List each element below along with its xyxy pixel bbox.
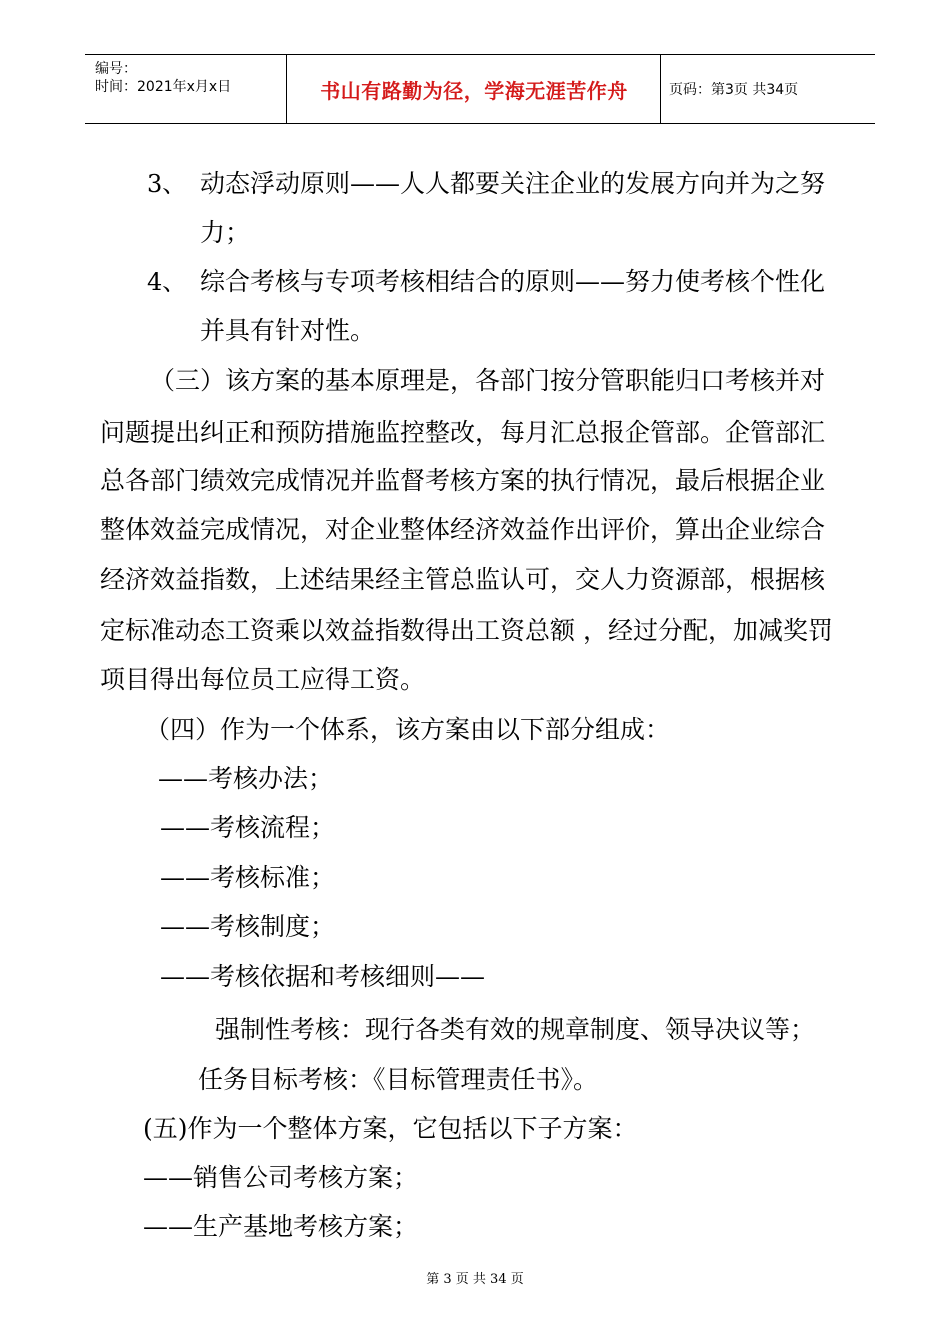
item3-text-line2: 力； [200, 218, 251, 247]
para3-line: （三）该方案的基本原理是，各部门按分管职能归口考核并对 [150, 366, 826, 395]
header-meta [95, 60, 231, 96]
item4-text-line1: 综合考核与专项考核相结合的原则——努力使考核个性化 [200, 267, 826, 296]
item4-number: 4、 [147, 268, 187, 296]
para3-line: 项目得出每位员工应得工资。 [100, 665, 426, 694]
item3-number: 3、 [147, 170, 187, 198]
para4-heading: （四）作为一个体系，该方案由以下部分组成： [145, 715, 671, 744]
para4-list-item: ——考核标准； [160, 863, 336, 892]
item4-text-line2: 并具有针对性。 [200, 316, 376, 345]
header-divider [660, 55, 661, 123]
header-motto: 书山有路勤为径，学海无涯苦作舟 [320, 78, 628, 103]
para3-line: 经济效益指数，上述结果经主管总监认可，交人力资源部，根据核 [100, 565, 826, 594]
para5-list-item: ——生产基地考核方案； [143, 1212, 419, 1241]
para4-sub-item: 任务目标考核：《目标管理责任书》。 [198, 1065, 599, 1094]
para4-list-item: ——考核流程； [160, 813, 336, 842]
para3-line: 整体效益完成情况，对企业整体经济效益作出评价，算出企业综合 [100, 515, 826, 544]
para4-list-item: ——考核办法； [158, 764, 334, 793]
para4-list-item: ——考核制度； [160, 912, 336, 941]
header-time-label: 时间：2021年x月x日 [95, 79, 232, 95]
header-page-info: 页码：第3页 共34页 [669, 82, 799, 98]
header-number-label: 编号： [95, 61, 137, 77]
para4-list-item: ——考核依据和考核细则—— [160, 962, 486, 991]
para4-sub-item: 强制性考核：现行各类有效的规章制度、领导决议等； [215, 1015, 816, 1044]
page-footer: 第 3 页 共 34 页 [426, 1272, 524, 1287]
para3-line: 总各部门绩效完成情况并监督考核方案的执行情况，最后根据企业 [100, 466, 826, 495]
para5-heading: (五)作为一个整体方案，它包括以下子方案： [143, 1114, 638, 1143]
para3-line: 问题提出纠正和预防措施监控整改，每月汇总报企管部。企管部汇 [100, 418, 826, 447]
para3-line: 定标准动态工资乘以效益指数得出工资总额 ，经过分配，加减奖罚 [100, 616, 833, 645]
page-header [85, 54, 875, 124]
para5-list-item: ——销售公司考核方案； [143, 1163, 419, 1192]
header-motto-cell [287, 55, 661, 123]
item3-text-line1: 动态浮动原则——人人都要关注企业的发展方向并为之努 [200, 169, 826, 198]
